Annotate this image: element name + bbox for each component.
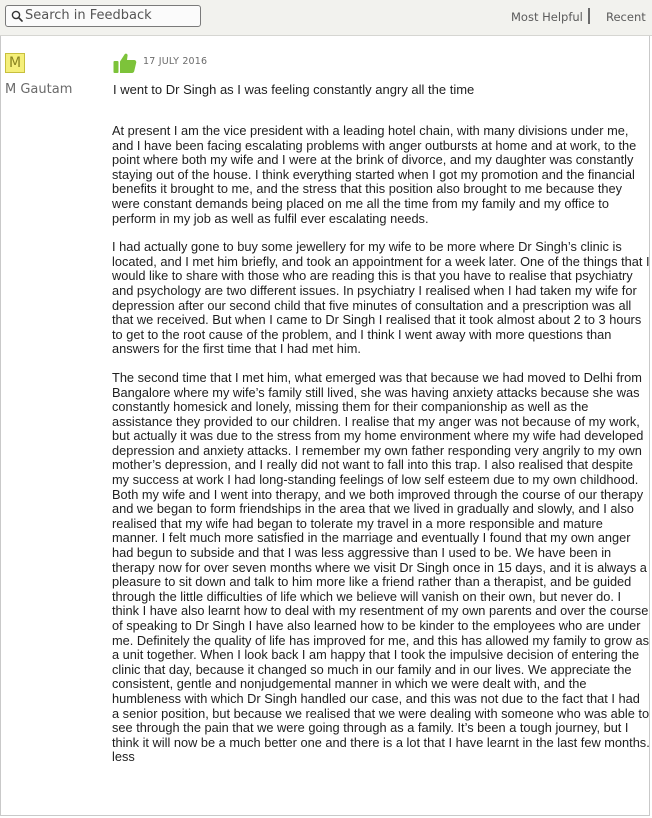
avatar: M: [5, 53, 25, 73]
search-input[interactable]: [25, 6, 197, 26]
search-box[interactable]: [5, 5, 201, 27]
review-date: 17 JULY 2016: [143, 56, 208, 67]
show-less-link[interactable]: less: [112, 749, 135, 765]
review-body: [112, 124, 650, 765]
review-paragraph: I had actually gone to buy some jewellery for my wife to be more where Dr Singh’s clinic is located, and I met him briefly, and took an appointment for a week later. One of the things that I would like to share with those who are reading this is that you have to realise that psychiatry and psychology are two different issues. In psychiatry I realised when I had taken my wife for depression after our second child that five minutes of consultation and a prescription was all that we received. But when I came to Dr Singh I realised that it took almost about 2 to 3 hours to get to the root cause of the problem, and I think I went away with more questions than answers for the first time that I had met him.: [112, 239, 650, 357]
thumbs-up-icon: [113, 52, 137, 74]
search-icon: [11, 10, 23, 22]
review-author: M Gautam: [5, 82, 73, 97]
review-headline: I went to Dr Singh as I was feeling constantly angry all the time: [113, 82, 475, 97]
sort-divider: [588, 8, 590, 24]
feedback-toolbar: [0, 0, 652, 36]
sort-most-helpful[interactable]: Most Helpful: [511, 10, 583, 24]
sort-recent[interactable]: Recent: [606, 10, 646, 24]
review-paragraph: The second time that I met him, what emerged was that because we had moved to Delhi from Bangalore where my wife’s family still lived, she was having anxiety attacks because she was constantly homesick and lonely, missing them for their companionship as well as the assistance they provided to our children. I realise that my anger was not because of my work, but actually it was due to the stress from my home environment where my wife had developed depression and anxiety attacks. I remember my own father responding very angrily to my own mother’s depression, and I really did not want to fall into this trap. I also realised that despite my success at work I had long-standing feelings of low self esteem due to my own childhood. Both my wife and I went into therapy, and we both improved through the course of our therapy and we began to form friendships in the area that we lived in gradually and slowly, and I also realised that my wife had began to tolerate my travel in a more responsible and mature manner. I felt much more satisfied in the marriage and eventually I found that my own anger had begun to subside and that I was less aggressive than I used to be. We have been in therapy now for over seven months where we visit Dr Singh once in 15 days, and it is always a pleasure to sit down and talk to him more like a friend rather than a therapist, and be guided through the little difficulties of life which we believe will vanish on their own, but never do. I think I have also learnt how to deal with my resentment of my own parents and over the course of speaking to Dr Singh I have also learned how to be kinder to the employees who are under me. Definitely the quality of life has improved for me, and this has allowed my family to grow as a unit together. When I look back I am happy that I took the impulsive decision of entering the clinic that day, because it changed so much in our family and in our lives. We appreciate the consistent, gentle and nonjudgemental manner in which we were dealt with, and the humbleness with which Dr Singh handled our case, and this was not due to the fact that I had a senior position, but because we realised that we were dealing with someone who was able to see through the pain that we were going through as a family. It’s been a tough journey, but I think it will now be a much better one and there is a lot that I have learnt in the last few months.: [112, 369, 650, 750]
review-paragraph: At present I am the vice president with a leading hotel chain, with many divisions under me, and I have been facing escalating problems with anger outbursts at home and at work, to the point where both my wife and I were at the brink of divorce, and my daughter was constantly staying out of the house. I think everything started when I got my promotion and the financial benefits it brought to me, and the stress that this position also brought to me because they were constant demands being placed on me all the time from my family and my office to perform in my job as well as fulfil ever escalating needs.: [112, 123, 637, 226]
